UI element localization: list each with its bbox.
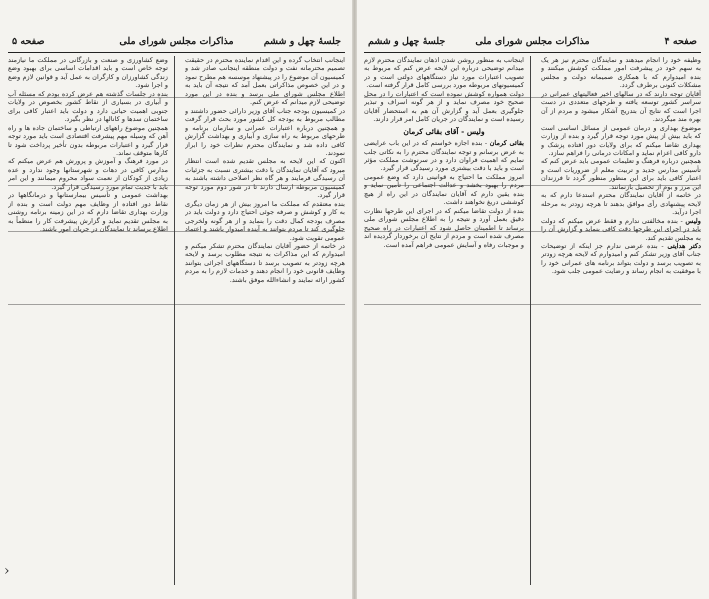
paragraph: همچنین موضوع راههای ارتباطی و ساختمان جاده ها و راه آهن که وسیله مهم پیشرفت اقتصادی است باید مورد توجه قرار گیرد و اعتبارات مربوطه بدون تأخیر پرداخت شود تا کارها متوقف نماند.: [8, 123, 168, 157]
speaker-name: بقائی کرمان: [489, 139, 524, 148]
left-page-right-column: [185, 56, 345, 585]
speech: [364, 139, 524, 173]
paragraph: اکنون که این لایحه به مجلس تقدیم شده است انتظار میرود که آقایان نمایندگان با دقت بیشتری نسبت به جزئیات آن رسیدگی فرمایند و هر گاه نظر اصلاحی داشته باشند به کمیسیون مربوطه ارسال دارند تا در شور دوم مورد توجه قرار گیرد.: [185, 157, 345, 200]
paragraph: در خاتمه از حضور آقایان نمایندگان محترم تشکر میکنم و امیدوارم که این مذاکرات به نتیجه مطلوب برسد و لایحه هرچه زودتر به تصویب برسد تا دستگاههای اجرائی بتوانند وظایف قانونی خود را انجام دهند و خدمات لازم را به مردم کشور ارائه نمایند و انشاءالله موفق باشند.: [185, 241, 345, 284]
scan-ruled-line: [364, 185, 701, 186]
scan-ruled-line: [364, 304, 701, 305]
paragraph: بنده معتقدم که مملکت ما امروز بیش از هر زمان دیگری به کار و کوشش و صرفه جوئی احتیاج دارد و دولت باید در مصرف بودجه کمال دقت را بنماید و از هر گونه ولخرجی جلوگیری کند تا مردم بتوانند به آینده امیدوار باشند و اعتماد عمومی تقویت شود.: [185, 199, 345, 242]
column-divider: [530, 56, 531, 585]
column-divider: [174, 56, 175, 585]
speaker-name: ولیس: [685, 216, 701, 225]
right-page: [356, 0, 709, 599]
left-page-session: جلسهٔ چهل و ششم: [263, 36, 341, 47]
scan-ruled-line: [8, 97, 345, 98]
left-page-left-column: [8, 56, 168, 585]
paragraph: در کمیسیون بودجه جناب آقای وزیر دارائی حضور داشتند و مطالب مربوط به بودجه کل کشور مورد بحث قرار گرفت و همچنین درباره اعتبارات عمرانی و سازمان برنامه و طرحهای مربوط به راه سازی و آبیاری و بهداشت گزارش کافی داده شد و نمایندگان محترم نظرات خود را ابراز نمودند.: [185, 106, 345, 157]
scan-ruled-line: [8, 231, 345, 232]
right-page-number: صفحه ۴: [664, 36, 697, 47]
paragraph: آقایان توجه دارند که در سالهای اخیر فعالیتهای عمرانی در سراسر کشور توسعه یافته و طرحهای متعددی در دست اجرا است که نتایج آن بتدریج آشکار میشود و مردم از آن بهره مند میگردند.: [541, 89, 701, 124]
speaker-heading: ولیس - آقای بقائی کرمان: [403, 126, 485, 136]
scan-ruled-line: [8, 304, 345, 305]
paragraph: در خاتمه از آقایان نمایندگان محترم استدعا دارم که به لایحه پیشنهادی رأی موافق بدهند تا هرچه زودتر به مرحله اجرا درآید.: [541, 191, 701, 217]
paragraph: بنده از دولت تقاضا میکنم که در اجرای این طرحها نظارت دقیق بعمل آورد و نتیجه را به اطلاع مجلس شورای ملی برساند تا اطمینان حاصل شود که اعتبارات در راه صحیح مصرف شده است و مردم از نتایج آن برخوردار گردیده اند و موجبات رفاه و آسایش عمومی فراهم آمده است.: [364, 206, 524, 249]
paragraph: موضوع بهداری و درمان عمومی از مسائل اساسی است که باید بیش از پیش مورد توجه قرار گیرد و بنده از وزارت بهداری تقاضا میکنم که برای ولایات دور افتاده پزشک و دارو کافی اعزام نماید و امکانات درمانی را فراهم سازد.: [541, 123, 701, 157]
paragraph: اینجانب به منظور روشن شدن اذهان نمایندگان محترم لازم میدانم توضیحی درباره این لایحه عرض کنم که مربوط به تصویب اعتبارات مورد نیاز دستگاههای دولتی است و در کمیسیونهای مربوطه مورد بررسی کامل قرار گرفته است.: [364, 56, 524, 90]
paragraph: اینجانب انتخاب گرده و این اقدام نماینده محترم در حقیقت تصمیم محترمانه نفت و دولت منطقه اینجانب صادر شد و کمیسیون آن موضوع را در پیشنهاد موسسه هم مطرح نمود و در این خصوص مذاکراتی بعمل آمد که نتیجه آن باید به اطلاع مجلس شورای ملی برسد و بنده در این مورد توضیحی لازم میدانم که عرض کنم.: [185, 56, 345, 107]
paragraph: همچنین درباره فرهنگ و تعلیمات عمومی باید عرض کنم که تأسیس مدارس جدید و تربیت معلم از ضروریات است و اعتبار کافی باید برای این منظور منظور گردد تا فرزندان این مرز و بوم از تحصیل بازنمانند.: [541, 157, 701, 191]
right-page-header: [364, 34, 701, 53]
paragraph: دولت همواره کوشش نموده است که اعتبارات را در محل صحیح خود مصرف نماید و از هر گونه اسراف و تبذیر جلوگیری بعمل آید و گزارش آن هم به استحضار آقایان رسیده است و نمایندگان در جریان کامل امر قرار دارند.: [364, 89, 524, 124]
speech-text: - بنده مخالفتی ندارم و فقط عرض میکنم که دولت باید در اجرای این طرحها دقت کافی بنماید و گزارش آن را به مجلس تقدیم کند.: [541, 216, 701, 242]
left-page-number: صفحه ۵: [12, 36, 45, 47]
paragraph: وظیفه خود را انجام میدهند و نمایندگان محترم نیز هر یک به سهم خود در پیشرفت امور مملکت کوشش میکنند و بنده امیدوارم که با همکاری صمیمانه دولت و مجلس مشکلات کنونی برطرف گردد.: [541, 56, 701, 90]
left-page: [0, 0, 353, 599]
left-page-header: [8, 34, 345, 53]
paragraph: امروز مملکت ما احتیاج به قوانینی دارد که وضع عمومی مردم را بهبود بخشد و عدالت اجتماعی را تأمین نماید و بنده یقین دارم که آقایان نمایندگان در این راه از هیچ کوششی دریغ نخواهند داشت.: [364, 172, 524, 207]
right-page-title: مذاکرات مجلس شورای ملی: [475, 36, 590, 47]
paragraph: وضع کشاورزی و صنعت و بازرگانی در مملکت ما نیازمند توجه خاص است و باید اقدامات اساسی برای بهبود وضع زندگی کشاورزان و کارگران به عمل آید و قوانین لازم وضع و اجرا شود.: [8, 56, 168, 90]
speech-text: - بنده عرضی ندارم جز اینکه از توضیحات جناب آقای وزیر تشکر کنم و امیدوارم که لایحه هرچه زودتر به تصویب برسد و دولت بتواند برنامه های عمرانی خود را با موفقیت به انجام رساند و رضایت عمومی جلب شود.: [541, 241, 701, 276]
paragraph: در مورد فرهنگ و آموزش و پرورش هم عرض میکنم که مدارس کافی در دهات و شهرستانها وجود ندارد و عده زیادی از کودکان از نعمت سواد محروم میمانند و این امر باید با جدیت تمام مورد رسیدگی قرار گیرد.: [8, 157, 168, 191]
speech: [541, 217, 701, 242]
paragraph: بهداشت عمومی و تأسیس بیمارستانها و درمانگاهها در نقاط دور افتاده از وظایف مهم دولت است و بنده از وزارت بهداری تقاضا دارم که در این زمینه برنامه روشنی به مجلس تقدیم نماید و گزارش پیشرفت کار را منظماً به اطلاع برساند تا نمایندگان در جریان امور باشند.: [8, 191, 168, 234]
speech: [541, 242, 701, 276]
right-page-left-column: [364, 56, 524, 585]
scan-ruled-line: [8, 185, 345, 186]
right-page-right-column: [541, 56, 701, 585]
scan-ruled-line: [364, 231, 701, 232]
right-page-session: جلسهٔ چهل و ششم: [368, 36, 446, 47]
margin-mark-icon: ›: [4, 563, 10, 579]
scan-ruled-line: [364, 97, 701, 98]
paragraph: بنده در جلسات گذشته هم عرض کرده بودم که مسئله آب و آبیاری در بسیاری از نقاط کشور بخصوص در ولایات جنوبی اهمیت حیاتی دارد و دولت باید اعتبار کافی برای ساختمان سدها و کانالها در نظر بگیرد.: [8, 89, 168, 124]
speech-text: - بنده اجازه خواستم که در این باب عرایضی به عرض برسانم و توجه نمایندگان محترم را به نکاتی جلب نمایم که اهمیت فراوان دارد و در سرنوشت مملکت مؤثر است و باید با دقت بیشتری مورد رسیدگی قرار گیرد.: [364, 139, 524, 173]
speaker-name: دکتر هدایتی: [667, 241, 701, 250]
right-page-columns: [364, 56, 701, 585]
left-page-title: مذاکرات مجلس شورای ملی: [119, 36, 234, 47]
left-page-columns: [8, 56, 345, 585]
